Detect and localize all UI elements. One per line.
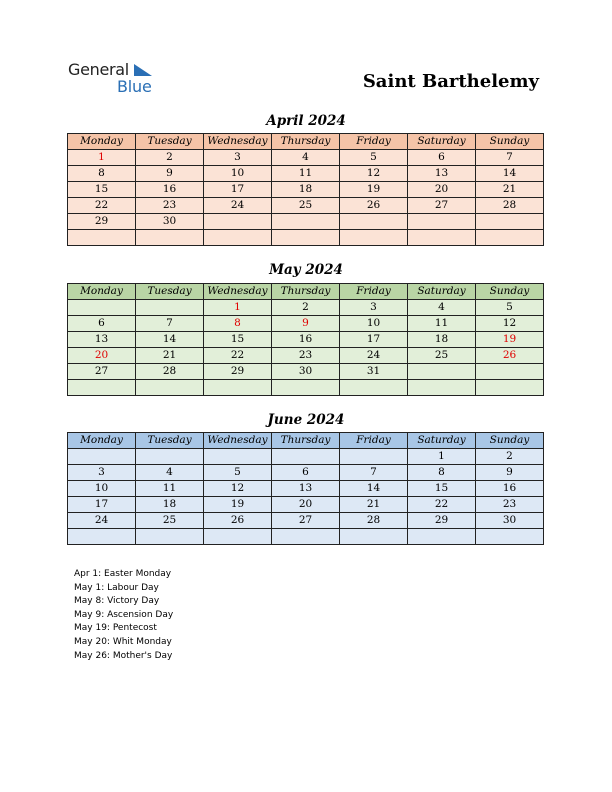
day-cell [340,214,408,230]
day-cell: 13 [408,166,476,182]
day-cell: 25 [136,513,204,529]
day-cell: 27 [272,513,340,529]
day-cell [408,230,476,246]
day-cell: 23 [476,497,544,513]
day-cell: 21 [136,348,204,364]
week-row [68,380,544,396]
day-cell: 2 [476,449,544,465]
holiday-item: May 8: Victory Day [74,596,160,607]
day-cell: 10 [204,166,272,182]
weekday-header-row [68,433,544,449]
day-cell: 11 [136,481,204,497]
weekday-header: Tuesday [136,433,204,449]
day-cell: 21 [476,182,544,198]
day-cell: 11 [408,316,476,332]
day-cell: 14 [340,481,408,497]
day-cell [272,449,340,465]
day-cell: 7 [476,150,544,166]
weekday-header-row [68,134,544,150]
day-cell [340,380,408,396]
weekday-header: Wednesday [204,134,272,150]
week-row [68,198,544,214]
day-cell [272,230,340,246]
day-cell [136,230,204,246]
day-cell: 14 [476,166,544,182]
day-cell: 5 [204,465,272,481]
day-cell: 4 [272,150,340,166]
weekday-header: Saturday [408,433,476,449]
day-cell: 2 [272,300,340,316]
weekday-header: Saturday [408,284,476,300]
day-cell: 27 [408,198,476,214]
week-row [68,300,544,316]
weekday-header: Tuesday [136,284,204,300]
week-row [68,182,544,198]
day-cell: 26 [340,198,408,214]
day-cell: 8 [204,316,272,332]
day-cell: 29 [408,513,476,529]
day-cell [408,529,476,545]
day-cell: 23 [272,348,340,364]
day-cell: 25 [408,348,476,364]
day-cell: 13 [68,332,136,348]
day-cell [476,364,544,380]
day-cell [340,449,408,465]
weekday-header-row [68,284,544,300]
week-row [68,497,544,513]
day-cell: 6 [68,316,136,332]
weekday-header: Friday [340,433,408,449]
day-cell: 2 [136,150,204,166]
day-cell: 15 [408,481,476,497]
day-cell: 28 [136,364,204,380]
day-cell: 19 [204,497,272,513]
holiday-list [74,568,173,663]
weekday-header: Wednesday [204,284,272,300]
day-cell: 7 [340,465,408,481]
day-cell: 25 [272,198,340,214]
holiday-item: Apr 1: Easter Monday [74,569,172,579]
day-cell [476,214,544,230]
calendar-may [67,283,544,396]
weekday-header: Friday [340,134,408,150]
month-title-may: May 2024 [269,262,343,278]
day-cell: 11 [272,166,340,182]
day-cell: 9 [272,316,340,332]
weekday-header: Sunday [476,433,544,449]
day-cell [204,449,272,465]
day-cell [204,230,272,246]
week-row [68,513,544,529]
week-row [68,166,544,182]
day-cell: 29 [68,214,136,230]
calendar-april [67,133,544,246]
day-cell: 4 [136,465,204,481]
day-cell [476,230,544,246]
day-cell [136,380,204,396]
day-cell: 1 [68,150,136,166]
day-cell: 20 [272,497,340,513]
logo-triangle-icon [134,64,152,78]
day-cell: 19 [476,332,544,348]
day-cell [272,529,340,545]
weekday-header: Wednesday [204,433,272,449]
weekday-header: Thursday [272,433,340,449]
day-cell [68,300,136,316]
day-cell: 9 [136,166,204,182]
day-cell: 17 [68,497,136,513]
day-cell: 30 [272,364,340,380]
day-cell [272,214,340,230]
day-cell: 20 [408,182,476,198]
day-cell: 24 [204,198,272,214]
holiday-item: May 20: Whit Monday [74,636,172,647]
day-cell: 18 [272,182,340,198]
day-cell: 28 [340,513,408,529]
weekday-header: Thursday [272,134,340,150]
day-cell: 3 [68,465,136,481]
logo-word-blue: Blue [117,77,152,96]
week-row [68,449,544,465]
weekday-header: Saturday [408,134,476,150]
day-cell: 21 [340,497,408,513]
day-cell: 10 [68,481,136,497]
day-cell [476,380,544,396]
day-cell: 19 [340,182,408,198]
weekday-header: Thursday [272,284,340,300]
day-cell: 6 [408,150,476,166]
day-cell: 5 [476,300,544,316]
day-cell [476,529,544,545]
day-cell [408,214,476,230]
day-cell: 22 [68,198,136,214]
calendar-june [67,432,544,545]
day-cell: 15 [204,332,272,348]
week-row [68,150,544,166]
holiday-item: May 19: Pentecost [74,623,157,634]
day-cell [408,364,476,380]
week-row [68,348,544,364]
day-cell: 16 [476,481,544,497]
day-cell [204,380,272,396]
day-cell: 12 [476,316,544,332]
holiday-item: May 26: Mother's Day [74,650,173,661]
day-cell [204,214,272,230]
month-title-june: June 2024 [267,412,345,428]
day-cell: 4 [408,300,476,316]
day-cell: 31 [340,364,408,380]
day-cell: 16 [272,332,340,348]
day-cell: 15 [68,182,136,198]
weekday-header: Monday [68,284,136,300]
day-cell: 27 [68,364,136,380]
day-cell [272,380,340,396]
day-cell [136,529,204,545]
weekday-header: Sunday [476,284,544,300]
day-cell [204,529,272,545]
day-cell [340,529,408,545]
day-cell: 26 [476,348,544,364]
day-cell: 22 [204,348,272,364]
week-row [68,316,544,332]
day-cell: 22 [408,497,476,513]
week-row [68,364,544,380]
day-cell: 13 [272,481,340,497]
day-cell: 12 [204,481,272,497]
day-cell [68,529,136,545]
day-cell [68,449,136,465]
day-cell [68,380,136,396]
day-cell: 30 [136,214,204,230]
week-row [68,332,544,348]
day-cell [136,449,204,465]
day-cell [340,230,408,246]
week-row [68,481,544,497]
day-cell: 26 [204,513,272,529]
logo-word-general: General [68,60,129,79]
day-cell: 5 [340,150,408,166]
day-cell: 18 [408,332,476,348]
day-cell: 9 [476,465,544,481]
holiday-item: May 9: Ascension Day [74,609,174,620]
day-cell: 29 [204,364,272,380]
day-cell: 1 [204,300,272,316]
day-cell: 8 [408,465,476,481]
holiday-item: May 1: Labour Day [74,582,159,593]
day-cell: 24 [340,348,408,364]
week-row [68,529,544,545]
weekday-header: Friday [340,284,408,300]
day-cell: 10 [340,316,408,332]
week-row [68,465,544,481]
day-cell: 3 [204,150,272,166]
day-cell [408,380,476,396]
day-cell: 20 [68,348,136,364]
day-cell: 3 [340,300,408,316]
day-cell: 1 [408,449,476,465]
weekday-header: Sunday [476,134,544,150]
weekday-header: Tuesday [136,134,204,150]
day-cell: 17 [340,332,408,348]
week-row [68,214,544,230]
day-cell: 7 [136,316,204,332]
day-cell: 12 [340,166,408,182]
country-title: Saint Barthelemy [362,71,539,92]
day-cell: 18 [136,497,204,513]
month-title-april: April 2024 [266,113,346,129]
day-cell [136,300,204,316]
weekday-header: Monday [68,134,136,150]
day-cell: 14 [136,332,204,348]
day-cell: 16 [136,182,204,198]
day-cell: 8 [68,166,136,182]
logo [68,60,168,96]
day-cell: 23 [136,198,204,214]
week-row [68,230,544,246]
weekday-header: Monday [68,433,136,449]
day-cell: 28 [476,198,544,214]
day-cell: 24 [68,513,136,529]
day-cell: 17 [204,182,272,198]
day-cell: 6 [272,465,340,481]
day-cell: 30 [476,513,544,529]
day-cell [68,230,136,246]
